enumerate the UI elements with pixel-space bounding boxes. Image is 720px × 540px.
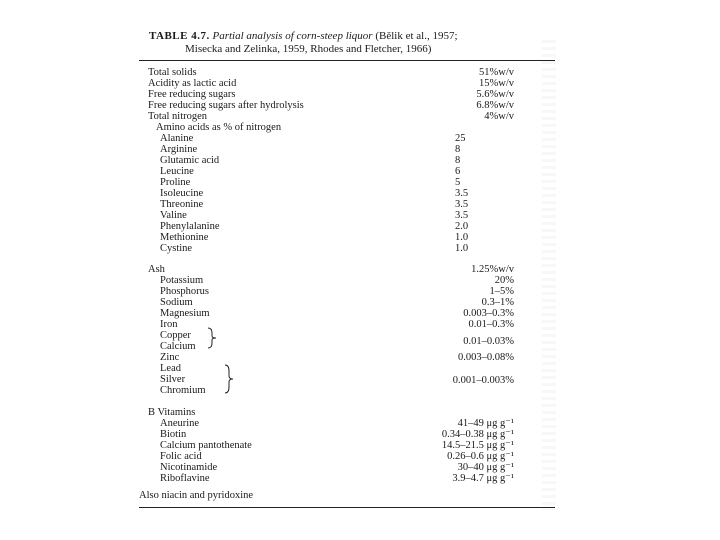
row-label: Copper [160,330,191,341]
row-label: Arginine [160,144,198,155]
row-value: 3.5 [455,199,469,210]
table-title: Partial analysis of corn-steep liquor [212,30,373,42]
row-label: Methionine [160,232,209,243]
row-label: Ash [148,264,165,275]
row-label: Folic acid [160,451,202,462]
row-label: Calcium pantothenate [160,440,252,451]
row-value: 3.5 [455,210,469,221]
row-value: 2.0 [455,221,469,232]
row-label: Proline [160,177,191,188]
table-citation-1: (Bělik et al., 1957; [375,30,458,42]
table-number: TABLE 4.7. [149,30,210,42]
row-value: 3.9–4.7 μg g⁻¹ [452,473,514,484]
row-value: 1–5% [489,286,514,297]
row-value: 15%w/v [479,78,514,89]
row-label: Threonine [160,199,204,210]
row-label: Valine [160,210,187,221]
table-top-rule [139,60,555,61]
table-row [0,473,720,485]
row-label: Glutamic acid [160,155,220,166]
row-value: 1.0 [455,232,469,243]
row-label: Free reducing sugars [148,89,236,100]
row-value: 3.5 [455,188,469,199]
row-label: Free reducing sugars after hydrolysis [148,100,304,111]
row-label: Alanine [160,133,194,144]
row-label: Iron [160,319,178,330]
row-value: 5.6%w/v [476,89,514,100]
row-value: 0.01–0.3% [468,319,514,330]
row-value: 25 [455,133,466,144]
row-label: Phenylalanine [160,221,220,232]
row-value: 5 [455,177,461,188]
row-label: Lead [160,363,181,374]
row-label: Magnesium [160,308,210,319]
row-label: Sodium [160,297,193,308]
row-value: 4%w/v [484,111,514,122]
row-label: Amino acids as % of nitrogen [156,122,282,133]
row-label: Silver [160,374,186,385]
row-value: 0.26–0.6 μg g⁻¹ [447,451,514,462]
row-label: Zinc [160,352,180,363]
brace-copper-calcium [207,327,217,349]
row-label: Chromium [160,385,206,396]
row-label: Aneurine [160,418,200,429]
row-label: Biotin [160,429,187,440]
row-value: 0.3–1% [481,297,514,308]
row-label: B Vitamins [148,407,196,418]
row-label: Leucine [160,166,194,177]
table-row [0,243,720,255]
row-value: 1.25%w/v [471,264,514,275]
row-label: Calcium [160,341,196,352]
row-value: 0.34–0.38 μg g⁻¹ [441,429,514,440]
row-value: 14.5–21.5 μg g⁻¹ [441,440,514,451]
row-value: 51%w/v [479,67,514,78]
row-label: Total nitrogen [148,111,208,122]
row-label: Acidity as lactic acid [148,78,237,89]
row-label: Riboflavine [160,473,210,484]
table-row [0,385,720,397]
row-label: Cystine [160,243,193,254]
table-caption [149,30,569,56]
table-citation-2: Misecka and Zelinka, 1959, Rhodes and Fletcher, 1966) [185,43,432,55]
row-label: Potassium [160,275,204,286]
row-label: Phosphorus [160,286,210,297]
row-value: 6.8%w/v [476,100,514,111]
row-value: 20% [494,275,514,286]
row-value: 8 [455,144,461,155]
brace-lead-silver-chromium [224,364,234,394]
row-label: Isoleucine [160,188,204,199]
row-label: Total solids [148,67,197,78]
row-value: 0.003–0.3% [463,308,514,319]
row-value: 41–49 μg g⁻¹ [457,418,514,429]
row-value: 0.003–0.08% [458,352,514,363]
table-bottom-rule [139,507,555,508]
row-value: 8 [455,155,461,166]
row-value: 0.001–0.003% [452,375,514,386]
row-label: Nicotinamide [160,462,218,473]
row-value: 1.0 [455,243,469,254]
row-value: 30–40 μg g⁻¹ [457,462,514,473]
row-value: 6 [455,166,461,177]
row-value: 0.01–0.03% [463,336,514,347]
